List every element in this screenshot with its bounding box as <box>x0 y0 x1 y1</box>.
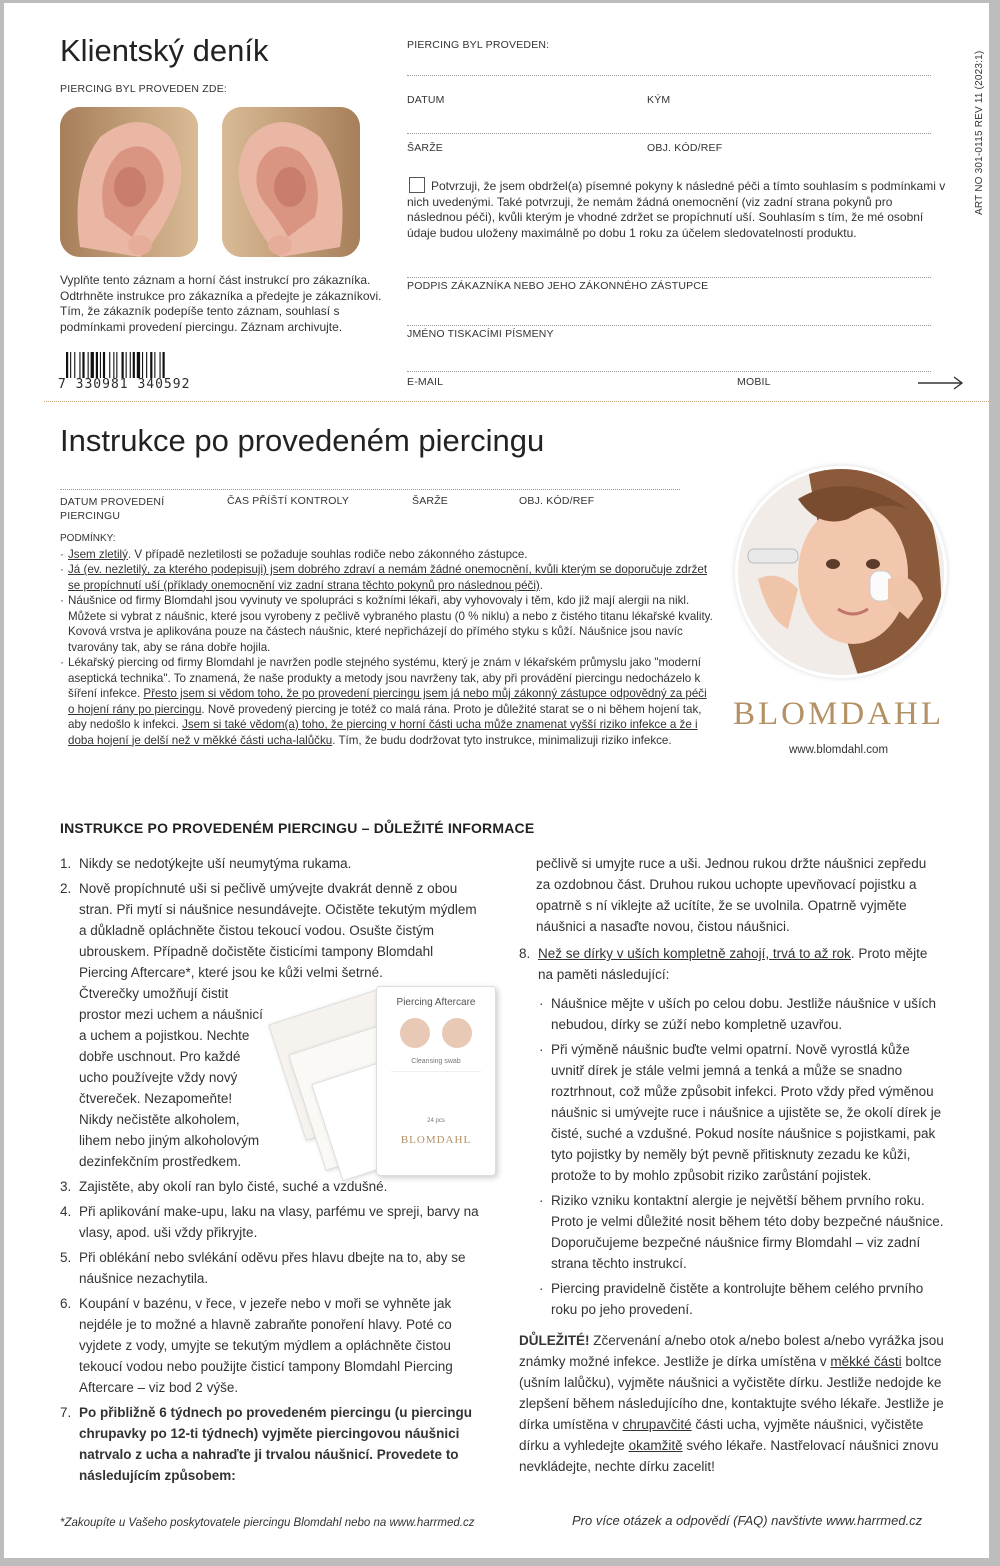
box-count: 24 pcs <box>427 1118 445 1124</box>
name-line <box>407 325 931 326</box>
right-ear-image <box>222 107 360 257</box>
performed-label: PIERCING BYL PROVEDEN: <box>407 39 550 51</box>
instruction-8: 8. Než se dírky v uších kompletně zahojí, trvá to až rok. Proto mějte na paměti následující: <box>519 946 928 982</box>
instructions-title: Instrukce po provedeném piercingu <box>60 423 545 458</box>
condition-1: · Jsem zletilý. V případě nezletilosti se požaduje souhlas rodiče nebo zákonného zástupce. <box>60 547 715 563</box>
barcode-bar <box>79 352 80 378</box>
footnote: *Zakoupíte u Vašeho poskytovatele piercingu Blomdahl nebo na www.harrmed.cz <box>60 1517 475 1529</box>
batch-label: ŠARŽE <box>407 142 444 154</box>
instr-date-label: DATUM PROVEDENÍ PIERCINGU <box>60 496 165 522</box>
barcode-bar <box>160 352 161 378</box>
left-ear-image <box>60 107 198 257</box>
performed-line <box>407 75 931 76</box>
barcode-bar <box>130 352 131 378</box>
instr-batch-label: ŠARŽE <box>412 495 449 507</box>
instruction-3: 3. Zajistěte, aby okolí ran bylo čisté, suché a vzdušné. <box>60 1179 388 1194</box>
consent-text: Potvrzuji, že jsem obdržel(a) písemné pokyny k následné péči a tímto souhlasím s podmínkami v nich uvedenými. Také potvrzuji, že nemám žádná onemocnění (viz zadní strana pokynů pro následnou péči), kvůli kterým je vhodné zdržet se propíchnutí uší. Souhlasím s tím, že mé osobní údaje budou uloženy maximálně po dobu 1 roku za účelem sledovatelnosti produktu. <box>407 179 946 240</box>
barcode-bar <box>113 352 114 378</box>
piercing-place-label: PIERCING BYL PROVEDEN ZDE: <box>60 83 228 95</box>
barcode-bar <box>74 352 75 378</box>
barcode-bar <box>154 352 155 378</box>
instruction-4: 4. Při aplikování make-upu, laku na vlasy, parfému ve spreji, barvy na vlasy, apod. uši vždy přikryjte. <box>60 1204 479 1240</box>
barcode-bar <box>146 352 147 378</box>
barcode-bar <box>122 352 124 378</box>
barcode-bar <box>116 352 117 378</box>
instr-order-label: OBJ. KÓD/REF <box>519 495 595 507</box>
art-number: ART NO 301-0115 REV 11 (2023:1) <box>974 50 985 215</box>
barcode-bar <box>103 352 105 378</box>
document-page <box>4 3 989 1558</box>
barcode-bar <box>142 352 143 378</box>
next-check-label: ČAS PŘÍŠTÍ KONTROLY <box>227 495 350 507</box>
condition-4: · Lékařský piercing od firmy Blomdahl je navržen podle stejného systému, který je znám v lékařském průmyslu jako "moderní aseptická technika". To znamená, že naše produkty a metody jsou navrženy tak, aby při provádění piercingu nedocházelo k šíření infekce. Přesto jsem si vědom toho, že po provedení piercingu jsem já nebo můj zákonný zástupce odpovědný za péči o hojení rány po piercingu. Nově provedený piercing je totéž co malá rána. Proto je důležité starat se o ni během hojení tak, aby nedošlo k infekci. Jsem si také vědom(a) toho, že piercing v horní části ucha může znamenat vyšší riziko infekce a že i doba hojení je delší než v měkké části ucha-lalůčku. Tím, že budu dodržovat tyto instrukce, minimalizuji riziko infekce. <box>60 655 715 748</box>
page-title: Klientský deník <box>60 33 269 68</box>
instruction-6: 6. Koupání v bazénu, v řece, v jezeře nebo v moři se vyhněte jak nejdéle je to možné a hlavně zabraňte ponoření hlavy. Poté co vyjdete z vody, umyjte se tekutým mýdlem a opláchněte čistou tekoucí vodou nebo použijte čisticí tampony Blomdahl Piercing Aftercare – viz bod 2 výše. <box>60 1296 453 1395</box>
brand-website: www.blomdahl.com <box>788 744 889 756</box>
conditions-label: PODMÍNKY: <box>60 533 116 544</box>
intro-text: Vyplňte tento záznam a horní část instrukcí pro zákazníka. Odtrhněte instrukce pro zákazníka a předejte je zákazníkovi. Tím, že zákazník podepíše tento záznam, souhlasí s podmínkami provedení piercingu. Záznam archivujte. <box>60 273 382 334</box>
barcode-bar <box>88 352 89 378</box>
date-line <box>407 133 931 134</box>
by-label: KÝM <box>647 94 671 106</box>
fields-line <box>60 489 680 490</box>
right-column <box>519 853 944 1477</box>
box-photo-1 <box>400 1018 430 1048</box>
barcode-bar <box>96 352 98 378</box>
barcode-bar <box>137 352 140 378</box>
box-brand: BLOMDAHL <box>400 1134 472 1146</box>
barcode <box>66 352 216 378</box>
box-title: Piercing Aftercare <box>396 997 476 1008</box>
instruction-1: 1. Nikdy se nedotýkejte uší neumytýma rukama. <box>60 856 352 871</box>
barcode-bar <box>126 352 127 378</box>
child-piercing-photo <box>735 466 947 678</box>
conditions-block <box>60 531 715 748</box>
name-label: JMÉNO TISKACÍMI PÍSMENY <box>407 328 554 340</box>
condition-2: · Já (ev. nezletilý, za kterého podepisuji) jsem dobrého zdraví a nemám žádné onemocnění, kvůli kterým se doporučuje zdržet se propíchnutí uší (příklady onemocnění viz zadní strana těchto pokynů pro následnou péči). <box>60 562 715 593</box>
condition-3: · Náušnice od firmy Blomdahl jsou vyvinuty ve spolupráci s kožními lékaři, aby vyhovovaly i těm, kdo již mají alergii na nikl. Můžete si vybrat z náušnic, které jsou vyrobeny z pečlivě vybraného plastu (0 % niklu) a nebo z čistého titanu lékařské kvality. Kovová vrstva je aplikována pouze na částech náušnic, které nepřicházejí do přímého styku s kůží. Náušnice jsou navíc tvarovány tak, aby se rána dobře hojila. <box>60 593 715 655</box>
barcode-bar <box>109 352 110 378</box>
barcode-bar <box>91 352 94 378</box>
faq-link[interactable]: Pro více otázek a odpovědí (FAQ) navštivte www.harrmed.cz <box>572 1513 923 1528</box>
mobile-label: MOBIL <box>737 376 771 388</box>
aftercare-box <box>376 986 496 1176</box>
barcode-bar <box>66 352 68 378</box>
bullet-1: · Náušnice mějte v uších po celou dobu. Jestliže náušnice v uších nebudou, dírky se zúží nebo kompletně uzavřou. <box>537 993 944 1035</box>
email-label: E-MAIL <box>407 376 444 388</box>
date-label: DATUM <box>407 94 445 106</box>
barcode-bar <box>70 352 71 378</box>
bullet-2: · Při výměně náušnic buďte velmi opatrní. Nově vyrostlá kůže uvnitř dírek je stále velmi jemná a tenká a může se snadno roztrhnout, což může způsobit infekci. Proto vždy před výměnou náušnic si umývejte ruce i náušnice a ujistěte se, že okolí dírek je čisté, suché a vzdušné. Pokud nosíte náušnice s pojistkami, pak tyto pojistky by neměly být pevně přitisknuty zezadu ke kůži, protože to by mohlo způsobit riziko zarůstání pojistek. <box>537 1039 944 1186</box>
arrow-right-icon <box>918 376 964 395</box>
instruction-5: 5. Při oblékání nebo svlékání oděvu přes hlavu dbejte na to, aby se náušnice nezachytila. <box>60 1250 466 1286</box>
barcode-bar <box>133 352 135 378</box>
signature-line <box>407 277 931 278</box>
instruction-7: 7. Po přibližně 6 týdnech po provedeném piercingu (u piercingu chrupavky po 12-ti týdnech) vyjměte piercingovou náušnici natrvalo z ucha a nahraďte ji trvalou náušnicí. Provedete to následujícím způsobem: <box>60 1405 473 1483</box>
signature-label: PODPIS ZÁKAZNÍKA NEBO JEHO ZÁKONNÉHO ZÁSTUPCE <box>407 280 709 292</box>
barcode-bar <box>82 352 84 378</box>
email-line <box>407 371 931 372</box>
bullet-4: · Piercing pravidelně čistěte a kontrolujte během celého prvního roku po jeho provedení. <box>537 1278 944 1320</box>
warning-paragraph: DŮLEŽITÉ! Zčervenání a/nebo otok a/nebo bolest a/nebo vyrážka jsou známky možné infekce. Jestliže je dírka umístěna v měkké části boltce (ušním lalůčku), vyjměte náušnici a vyčistěte dírku. Jestliže nedojde ke zlepšení během následujícího dne, kontaktujte svého lékaře. Jestliže je dírka umístěna v chrupavčité části ucha, vyjměte náušnici, vyčistěte dírku a vyhledejte okamžitě svého lékaře. Nastřelovací náušnici znovu nevkládejte, nechte dírku zacelit! <box>519 1333 944 1474</box>
box-subtitle: Cleansing swab <box>411 1058 461 1065</box>
brand-logo: BLOMDAHL <box>733 696 944 732</box>
barcode-bar <box>150 352 152 378</box>
order-code-label: OBJ. KÓD/REF <box>647 142 723 154</box>
instruction-2: 2. Nově propíchnuté uši si pečlivě umývejte dvakrát denně z obou stran. Při mytí si náušnice nesundávejte. Očistěte tekutým mýdlem a důkladně opláchněte čistou tekoucí vodou. Osušte čistým ubrouskem. Případně dočistěte čisticími tampony Blomdahl Piercing Aftercare*, které jsou ke kůži velmi šetrné. Čtverečky umožňují čistit prostor mezi uchem a náušnicí a uchem a pojistkou. Nechte dobře uschnout. Pro každé ucho používejte vždy nový čtvereček. Nezapomeňte! Nikdy nečistěte alkoholem, lihem nebo jiným alkoholovým dezinfekčním prostředkem. <box>60 878 480 1172</box>
tear-line <box>44 401 989 402</box>
barcode-bar <box>163 352 165 378</box>
instruction-2-continued: Čtverečky umožňují čistit prostor mezi uchem a náušnicí a uchem a pojistkou. Nechte dobře uschnout. Pro každé ucho používejte vždy nový čtvereček. Nezapomeňte! Nikdy nečistěte alkoholem, lihem nebo jiným alkoholovým dezinfekčním prostředkem. <box>79 986 263 1169</box>
barcode-number: 7 330981 340592 <box>58 377 191 392</box>
barcode-bar <box>100 352 101 378</box>
box-photo-2 <box>442 1018 472 1048</box>
bullet-3: · Riziko vzniku kontaktní alergie je největší během prvního roku. Proto je velmi důležité nosit během této doby bezpečné náušnice. Doporučujeme bezpečné náušnice firmy Blomdahl – viz zadní strana těchto instrukcí. <box>537 1190 944 1274</box>
important-heading: INSTRUKCE PO PROVEDENÉM PIERCINGU – DŮLEŽITÉ INFORMACE <box>60 820 535 836</box>
instruction-7-continued: pečlivě si umyjte ruce a uši. Jednou rukou držte náušnici zepředu za ozdobnou část. Druhou rukou uchopte upevňovací pojistku a opatrně s ní viklejte až ucítíte, že se uvolnila. Opatrně vyjměte náušnici a nasaďte novou, čistou náušnici. <box>536 856 927 934</box>
